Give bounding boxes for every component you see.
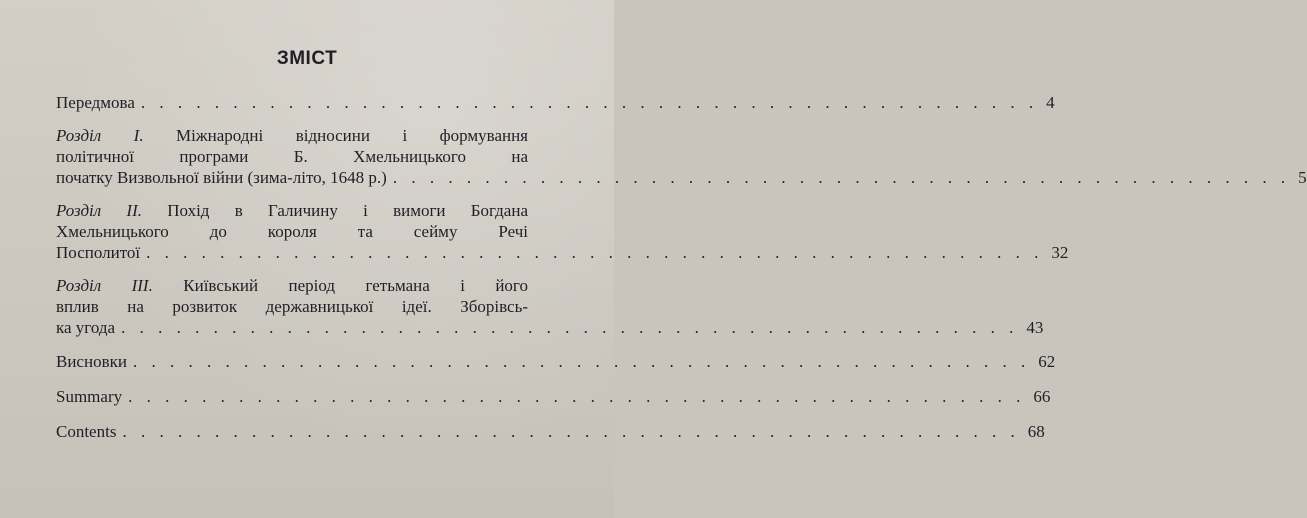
toc-entry-title-line: вплив на розвиток державницької ідеї. Зборівсь- [56, 297, 528, 316]
toc-entry-title-line: початку Визвольної війни (зима-літо, 1648 р.) [56, 168, 387, 187]
toc-page-number: 66 [1033, 387, 1051, 406]
toc-page-number: 32 [1051, 243, 1069, 262]
toc-entry-conclusions [56, 351, 1056, 372]
toc-entry-title-line: Хмельницького до короля та сейму Речі [56, 222, 528, 241]
toc-entry-title: Summary [56, 387, 123, 406]
toc-page-number: 62 [1038, 352, 1056, 371]
toc-entry-chapter-2 [56, 200, 1069, 263]
toc-entry-chapter-3 [56, 275, 1044, 338]
chapter-label: Розділ II. [56, 201, 142, 220]
toc-entry-title: Передмова [56, 93, 135, 112]
toc-entry-title: Contents [56, 422, 117, 441]
page-title: ЗМІСТ [276, 48, 338, 69]
chapter-label: Розділ III. [56, 276, 153, 295]
chapter-label: Розділ I. [56, 126, 144, 145]
toc-entry-chapter-1 [56, 125, 1307, 188]
table-of-contents [56, 92, 1307, 442]
dot-leader: . . . . . . . . . . . . . . . . . . . . . . . . . . . . . . . . . . . . . . . . . . . . . . . . . [146, 243, 1044, 262]
dot-leader: . . . . . . . . . . . . . . . . . . . . . . . . . . . . . . . . . . . . . . . . . . . . . . . . . [121, 318, 1019, 337]
toc-entry-title-line: Київський період гетьмана і його [183, 276, 528, 295]
toc-entry-contents [56, 421, 1045, 442]
dot-leader: . . . . . . . . . . . . . . . . . . . . . . . . . . . . . . . . . . . . . . . . . . . . . . . . . [392, 168, 1291, 187]
dot-leader: . . . . . . . . . . . . . . . . . . . . . . . . . . . . . . . . . . . . . . . . . . . . . . . . . [132, 352, 1031, 371]
toc-page-number: 4 [1046, 93, 1055, 112]
toc-entry-summary [56, 386, 1051, 407]
toc-page-number: 68 [1027, 422, 1045, 441]
toc-entry-title-line: Міжнародні відносини і формування [176, 126, 529, 145]
toc-entry-title-line: Посполитої [56, 243, 141, 262]
toc-entry-title-line: ка угода [56, 318, 116, 337]
toc-entry-title-line: політичної програми Б. Хмельницького на [56, 147, 528, 166]
dot-leader: . . . . . . . . . . . . . . . . . . . . . . . . . . . . . . . . . . . . . . . . . . . . . . . . . [140, 93, 1039, 112]
dot-leader: . . . . . . . . . . . . . . . . . . . . . . . . . . . . . . . . . . . . . . . . . . . . . . . . . [128, 387, 1026, 406]
toc-entry-preface [56, 92, 1055, 113]
dot-leader: . . . . . . . . . . . . . . . . . . . . . . . . . . . . . . . . . . . . . . . . . . . . . . . . . [122, 422, 1020, 441]
toc-entry-title: Висновки [56, 352, 127, 371]
toc-entry-title-line: Похід в Галичину і вимоги Богдана [167, 201, 528, 220]
toc-page-number: 5 [1298, 168, 1307, 187]
toc-page-number: 43 [1026, 318, 1044, 337]
